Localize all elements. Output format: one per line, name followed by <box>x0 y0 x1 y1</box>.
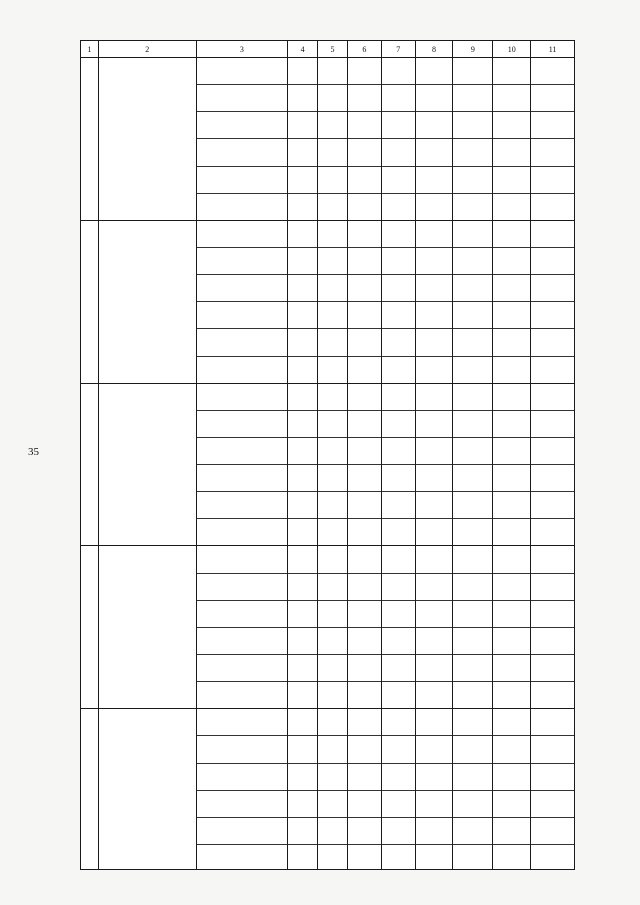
row-divider <box>318 573 347 574</box>
row-divider <box>288 301 317 302</box>
row-group-divider <box>197 220 288 221</box>
row-divider <box>416 410 453 411</box>
row-divider <box>416 301 453 302</box>
row-divider <box>382 166 415 167</box>
row-divider <box>416 763 453 764</box>
row-divider <box>197 491 288 492</box>
row-divider <box>318 166 347 167</box>
row-divider <box>288 518 317 519</box>
row-divider <box>382 301 415 302</box>
row-divider <box>416 138 453 139</box>
row-divider <box>416 600 453 601</box>
row-divider <box>531 274 574 275</box>
row-divider <box>318 301 347 302</box>
row-group-divider <box>81 545 98 546</box>
row-divider <box>416 356 453 357</box>
row-group-divider <box>99 383 196 384</box>
row-divider <box>348 464 381 465</box>
row-divider <box>318 491 347 492</box>
row-divider <box>453 627 492 628</box>
row-divider <box>416 573 453 574</box>
table-column-2 <box>99 41 197 869</box>
row-divider <box>288 138 317 139</box>
row-divider <box>288 790 317 791</box>
row-divider <box>416 735 453 736</box>
row-divider <box>288 763 317 764</box>
row-divider <box>382 111 415 112</box>
row-divider <box>453 681 492 682</box>
row-group-divider <box>416 708 453 709</box>
table-column-1 <box>81 41 99 869</box>
row-group-divider <box>493 383 530 384</box>
row-divider <box>493 356 530 357</box>
row-divider <box>382 518 415 519</box>
row-divider <box>288 328 317 329</box>
row-group-divider <box>531 708 574 709</box>
row-group-divider <box>348 220 381 221</box>
row-divider <box>493 491 530 492</box>
row-group-divider <box>197 545 288 546</box>
column-number: 1 <box>81 41 98 58</box>
row-divider <box>453 111 492 112</box>
row-divider <box>453 166 492 167</box>
row-divider <box>416 790 453 791</box>
row-divider <box>318 410 347 411</box>
row-divider <box>493 84 530 85</box>
row-group-divider <box>416 220 453 221</box>
row-divider <box>318 274 347 275</box>
column-number: 11 <box>531 41 574 58</box>
row-group-divider <box>531 220 574 221</box>
row-divider <box>318 328 347 329</box>
row-divider <box>382 247 415 248</box>
row-group-divider <box>288 220 317 221</box>
row-divider <box>318 518 347 519</box>
row-divider <box>493 193 530 194</box>
row-divider <box>416 491 453 492</box>
table-column-9 <box>453 41 493 869</box>
row-divider <box>318 84 347 85</box>
row-divider <box>348 437 381 438</box>
row-divider <box>416 274 453 275</box>
row-divider <box>348 111 381 112</box>
row-divider <box>288 437 317 438</box>
row-divider <box>493 790 530 791</box>
row-divider <box>382 437 415 438</box>
row-divider <box>416 627 453 628</box>
row-divider <box>382 464 415 465</box>
table-column-11 <box>531 41 574 869</box>
row-group-divider <box>318 220 347 221</box>
row-divider <box>382 356 415 357</box>
row-group-divider <box>81 708 98 709</box>
column-number: 2 <box>99 41 196 58</box>
row-divider <box>453 356 492 357</box>
row-group-divider <box>531 545 574 546</box>
row-divider <box>453 735 492 736</box>
row-divider <box>348 790 381 791</box>
row-divider <box>197 356 288 357</box>
row-divider <box>348 328 381 329</box>
row-divider <box>318 437 347 438</box>
row-divider <box>531 573 574 574</box>
row-divider <box>318 735 347 736</box>
row-divider <box>288 817 317 818</box>
row-divider <box>318 247 347 248</box>
row-divider <box>288 464 317 465</box>
row-divider <box>288 735 317 736</box>
row-divider <box>531 328 574 329</box>
row-divider <box>493 111 530 112</box>
row-group-divider <box>81 220 98 221</box>
row-divider <box>197 654 288 655</box>
row-divider <box>493 464 530 465</box>
row-divider <box>348 817 381 818</box>
row-divider <box>197 410 288 411</box>
column-number: 6 <box>348 41 381 58</box>
row-divider <box>318 464 347 465</box>
row-divider <box>416 844 453 845</box>
row-divider <box>531 681 574 682</box>
row-divider <box>531 410 574 411</box>
row-divider <box>348 301 381 302</box>
row-divider <box>348 600 381 601</box>
row-divider <box>453 193 492 194</box>
row-divider <box>453 410 492 411</box>
row-divider <box>531 166 574 167</box>
row-divider <box>318 844 347 845</box>
row-divider <box>531 301 574 302</box>
row-divider <box>318 654 347 655</box>
row-divider <box>197 790 288 791</box>
row-group-divider <box>348 383 381 384</box>
row-divider <box>531 437 574 438</box>
table <box>80 40 575 870</box>
row-divider <box>453 328 492 329</box>
row-divider <box>348 356 381 357</box>
row-divider <box>493 328 530 329</box>
row-divider <box>382 600 415 601</box>
row-divider <box>288 627 317 628</box>
row-divider <box>453 247 492 248</box>
row-divider <box>493 301 530 302</box>
row-group-divider <box>348 708 381 709</box>
row-divider <box>493 817 530 818</box>
row-divider <box>318 627 347 628</box>
row-divider <box>453 790 492 791</box>
row-group-divider <box>318 383 347 384</box>
row-divider <box>348 844 381 845</box>
row-divider <box>531 138 574 139</box>
row-divider <box>288 410 317 411</box>
table-column-7 <box>382 41 416 869</box>
row-group-divider <box>99 545 196 546</box>
table-column-6 <box>348 41 382 869</box>
row-group-divider <box>531 383 574 384</box>
row-divider <box>382 763 415 764</box>
row-divider <box>197 735 288 736</box>
row-group-divider <box>348 545 381 546</box>
row-divider <box>197 274 288 275</box>
row-divider <box>453 437 492 438</box>
row-group-divider <box>453 545 492 546</box>
row-divider <box>531 844 574 845</box>
row-divider <box>416 166 453 167</box>
row-divider <box>288 491 317 492</box>
row-divider <box>348 274 381 275</box>
table-column-3 <box>197 41 289 869</box>
row-divider <box>382 274 415 275</box>
row-group-divider <box>382 708 415 709</box>
row-divider <box>348 654 381 655</box>
row-divider <box>318 763 347 764</box>
row-group-divider <box>288 545 317 546</box>
row-divider <box>288 654 317 655</box>
row-divider <box>288 356 317 357</box>
row-divider <box>382 654 415 655</box>
row-divider <box>348 627 381 628</box>
row-divider <box>197 681 288 682</box>
row-divider <box>348 491 381 492</box>
row-divider <box>288 193 317 194</box>
row-divider <box>318 193 347 194</box>
row-divider <box>197 763 288 764</box>
row-group-divider <box>453 383 492 384</box>
row-divider <box>416 464 453 465</box>
row-divider <box>318 356 347 357</box>
row-group-divider <box>197 383 288 384</box>
row-divider <box>416 328 453 329</box>
row-divider <box>453 301 492 302</box>
row-divider <box>382 790 415 791</box>
row-divider <box>197 193 288 194</box>
row-divider <box>453 600 492 601</box>
row-divider <box>382 328 415 329</box>
row-divider <box>493 573 530 574</box>
row-group-divider <box>453 708 492 709</box>
row-divider <box>493 274 530 275</box>
row-divider <box>531 627 574 628</box>
row-group-divider <box>382 383 415 384</box>
row-divider <box>318 790 347 791</box>
row-divider <box>348 735 381 736</box>
row-group-divider <box>453 220 492 221</box>
row-divider <box>288 600 317 601</box>
page-number: 35 <box>28 446 39 458</box>
row-divider <box>453 84 492 85</box>
row-divider <box>197 518 288 519</box>
row-divider <box>348 681 381 682</box>
row-divider <box>531 735 574 736</box>
row-divider <box>416 193 453 194</box>
row-divider <box>531 84 574 85</box>
row-divider <box>416 437 453 438</box>
row-divider <box>382 627 415 628</box>
row-divider <box>288 681 317 682</box>
row-group-divider <box>197 708 288 709</box>
row-group-divider <box>416 545 453 546</box>
row-divider <box>288 166 317 167</box>
row-divider <box>493 247 530 248</box>
row-divider <box>348 138 381 139</box>
row-divider <box>348 247 381 248</box>
row-group-divider <box>318 708 347 709</box>
row-divider <box>348 166 381 167</box>
row-divider <box>493 844 530 845</box>
row-divider <box>197 573 288 574</box>
row-divider <box>531 247 574 248</box>
row-divider <box>493 763 530 764</box>
row-divider <box>493 518 530 519</box>
column-number: 3 <box>197 41 288 58</box>
row-divider <box>453 573 492 574</box>
row-divider <box>382 491 415 492</box>
row-divider <box>531 518 574 519</box>
row-divider <box>416 111 453 112</box>
row-divider <box>416 518 453 519</box>
column-number: 10 <box>493 41 530 58</box>
row-divider <box>453 491 492 492</box>
row-divider <box>348 518 381 519</box>
row-divider <box>348 573 381 574</box>
row-divider <box>531 356 574 357</box>
row-group-divider <box>99 220 196 221</box>
row-divider <box>493 437 530 438</box>
row-divider <box>197 600 288 601</box>
row-divider <box>493 600 530 601</box>
row-divider <box>197 464 288 465</box>
row-divider <box>318 111 347 112</box>
row-divider <box>197 437 288 438</box>
row-divider <box>531 790 574 791</box>
row-divider <box>382 138 415 139</box>
row-divider <box>318 600 347 601</box>
row-divider <box>453 654 492 655</box>
row-divider <box>453 274 492 275</box>
row-divider <box>197 817 288 818</box>
table-column-5 <box>318 41 348 869</box>
row-group-divider <box>288 383 317 384</box>
row-divider <box>453 518 492 519</box>
row-divider <box>531 464 574 465</box>
row-divider <box>348 763 381 764</box>
row-divider <box>493 627 530 628</box>
row-divider <box>288 573 317 574</box>
row-divider <box>531 491 574 492</box>
row-divider <box>453 844 492 845</box>
row-divider <box>197 247 288 248</box>
row-divider <box>531 193 574 194</box>
table-column-4 <box>288 41 318 869</box>
row-group-divider <box>382 545 415 546</box>
row-group-divider <box>382 220 415 221</box>
row-divider <box>531 817 574 818</box>
row-divider <box>382 193 415 194</box>
row-group-divider <box>493 545 530 546</box>
row-divider <box>348 84 381 85</box>
row-group-divider <box>318 545 347 546</box>
row-divider <box>288 84 317 85</box>
row-divider <box>531 654 574 655</box>
row-divider <box>531 600 574 601</box>
column-number: 5 <box>318 41 347 58</box>
row-divider <box>382 84 415 85</box>
row-divider <box>493 410 530 411</box>
row-divider <box>531 111 574 112</box>
row-group-divider <box>99 708 196 709</box>
table-column-10 <box>493 41 531 869</box>
row-divider <box>197 84 288 85</box>
row-divider <box>493 138 530 139</box>
row-divider <box>288 247 317 248</box>
row-divider <box>416 681 453 682</box>
row-divider <box>288 274 317 275</box>
row-divider <box>348 410 381 411</box>
row-divider <box>416 247 453 248</box>
row-divider <box>288 111 317 112</box>
row-divider <box>531 763 574 764</box>
column-number: 7 <box>382 41 415 58</box>
row-divider <box>318 138 347 139</box>
row-divider <box>493 681 530 682</box>
row-divider <box>197 328 288 329</box>
row-divider <box>197 844 288 845</box>
row-divider <box>197 627 288 628</box>
row-divider <box>453 817 492 818</box>
row-group-divider <box>493 220 530 221</box>
row-divider <box>197 301 288 302</box>
row-divider <box>382 681 415 682</box>
column-number: 8 <box>416 41 453 58</box>
row-divider <box>382 817 415 818</box>
row-divider <box>382 410 415 411</box>
row-divider <box>416 817 453 818</box>
row-divider <box>493 654 530 655</box>
row-group-divider <box>493 708 530 709</box>
row-divider <box>493 166 530 167</box>
row-divider <box>197 138 288 139</box>
row-divider <box>416 84 453 85</box>
row-divider <box>197 111 288 112</box>
table-column-8 <box>416 41 454 869</box>
row-divider <box>288 844 317 845</box>
column-number: 4 <box>288 41 317 58</box>
row-divider <box>453 464 492 465</box>
row-divider <box>493 735 530 736</box>
row-divider <box>416 654 453 655</box>
row-divider <box>197 166 288 167</box>
row-divider <box>382 573 415 574</box>
row-divider <box>453 763 492 764</box>
row-group-divider <box>81 383 98 384</box>
row-divider <box>382 735 415 736</box>
column-number: 9 <box>453 41 492 58</box>
row-divider <box>318 817 347 818</box>
row-group-divider <box>416 383 453 384</box>
row-divider <box>318 681 347 682</box>
row-group-divider <box>288 708 317 709</box>
row-divider <box>382 844 415 845</box>
row-divider <box>453 138 492 139</box>
row-divider <box>348 193 381 194</box>
